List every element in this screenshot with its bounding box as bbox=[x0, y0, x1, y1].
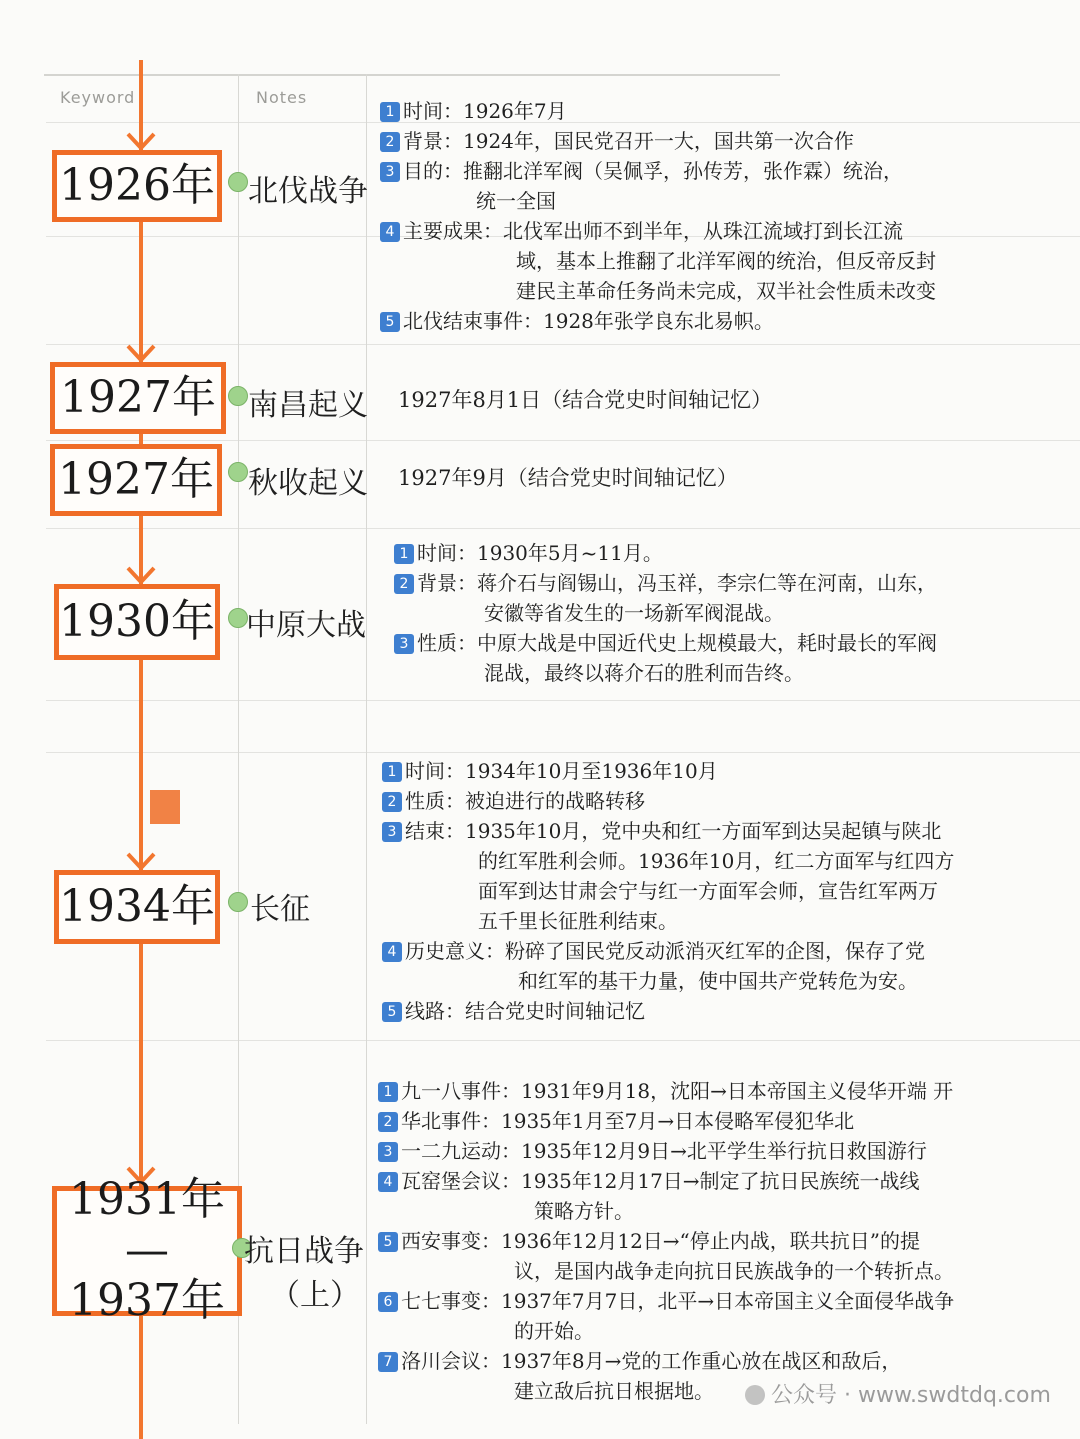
note-text: 背景：蒋介石与阎锡山，冯玉祥，李宗仁等在河南，山东， bbox=[417, 571, 937, 595]
note-item bbox=[382, 786, 954, 816]
note-continuation: 的开始。 bbox=[514, 1319, 594, 1343]
note-continuation: 面军到达甘肃会宁与红一方面军会师，宣告红军两万 bbox=[478, 879, 938, 903]
note-text: 瓦窑堡会议：1935年12月17日→制定了抗日民族统一战线 bbox=[401, 1169, 920, 1193]
year-box-1926: 1926年 bbox=[52, 150, 222, 222]
ruled-line bbox=[46, 528, 1080, 529]
column-header-notes: Notes bbox=[256, 88, 308, 107]
note-text: 七七事变：1937年7月7日，北平→日本帝国主义全面侵华战争 bbox=[401, 1289, 955, 1313]
number-badge-icon: 4 bbox=[378, 1172, 398, 1192]
notes-column-divider bbox=[366, 74, 367, 1424]
number-badge-icon: 1 bbox=[378, 1082, 398, 1102]
note-item bbox=[382, 996, 954, 1026]
notes-1934 bbox=[382, 756, 954, 1026]
note-item bbox=[394, 568, 937, 628]
note-item bbox=[380, 96, 936, 126]
note-item bbox=[378, 1106, 954, 1136]
note-continuation: 统一全国 bbox=[476, 189, 556, 213]
keyword-central-plains-war: 中原大战 bbox=[246, 608, 366, 643]
year-box-1934: 1934年 bbox=[54, 870, 220, 944]
note-text: 华北事件：1935年1月至7月→日本侵略军侵犯华北 bbox=[401, 1109, 855, 1133]
watermark bbox=[745, 1378, 1051, 1409]
note-item bbox=[380, 126, 936, 156]
note-item bbox=[382, 936, 954, 996]
bullet-dot-icon bbox=[228, 172, 248, 192]
note-item bbox=[378, 1286, 954, 1346]
number-badge-icon: 4 bbox=[380, 222, 400, 242]
number-badge-icon: 3 bbox=[380, 162, 400, 182]
note-continuation: 建民主革命任务尚未完成，双半社会性质未改变 bbox=[516, 279, 936, 303]
column-header-keyword: Keyword bbox=[60, 88, 136, 107]
note-continuation: 策略方针。 bbox=[534, 1199, 634, 1223]
note-continuation: 安徽等省发生的一场新军阀混战。 bbox=[484, 601, 784, 625]
note-continuation: 的红军胜利会师。1936年10月，红二方面军与红四方 bbox=[478, 849, 955, 873]
note-item bbox=[394, 628, 937, 688]
number-badge-icon: 2 bbox=[394, 574, 414, 594]
ruled-line bbox=[46, 440, 1080, 441]
number-badge-icon: 1 bbox=[380, 102, 400, 122]
note-text: 北伐结束事件：1928年张学良东北易帜。 bbox=[403, 309, 774, 333]
note-continuation: 五千里长征胜利结束。 bbox=[478, 909, 678, 933]
note-item bbox=[380, 156, 936, 216]
note-text: 西安事变：1936年12月12日→“停止内战，联共抗日”的提 bbox=[401, 1229, 921, 1253]
number-badge-icon: 3 bbox=[394, 634, 414, 654]
notes-1926 bbox=[380, 96, 936, 336]
note-continuation: 混战，最终以蒋介石的胜利而告终。 bbox=[484, 661, 804, 685]
year-range-start: 1931年— bbox=[69, 1174, 225, 1276]
note-text: 背景：1924年，国民党召开一大，国共第一次合作 bbox=[403, 129, 854, 153]
note-text: 九一八事件：1931年9月18，沈阳→日本帝国主义侵华开端 开 bbox=[401, 1079, 954, 1103]
number-badge-icon: 1 bbox=[394, 544, 414, 564]
watermark-text: 公众号 · www.swdtdq.com bbox=[771, 1383, 1051, 1408]
keyword-autumn-harvest-uprising: 秋收起义 bbox=[248, 466, 368, 501]
note-item bbox=[378, 1136, 954, 1166]
note-item bbox=[380, 306, 936, 336]
note-continuation: 和红军的基干力量，使中国共产党转危为安。 bbox=[518, 969, 918, 993]
arrow-down-icon bbox=[126, 852, 156, 870]
note-text: 性质：被迫进行的战略转移 bbox=[405, 789, 645, 813]
year-box-1930: 1930年 bbox=[54, 584, 220, 660]
note-item bbox=[394, 538, 937, 568]
arrow-down-icon bbox=[126, 566, 156, 584]
year-box-1927-nanchang: 1927年 bbox=[50, 362, 226, 434]
bullet-dot-icon bbox=[228, 608, 248, 628]
note-nanchang: 1927年8月1日（结合党史时间轴记忆） bbox=[398, 388, 773, 412]
note-item bbox=[378, 1076, 954, 1106]
keyword-long-march: 长征 bbox=[250, 892, 310, 927]
note-text: 时间：1930年5月~11月。 bbox=[417, 541, 663, 565]
note-text: 时间：1934年10月至1936年10月 bbox=[405, 759, 718, 783]
note-item bbox=[378, 1166, 954, 1226]
note-text: 一二九运动：1935年12月9日→北平学生举行抗日救国游行 bbox=[401, 1139, 927, 1163]
arrow-down-icon bbox=[126, 132, 156, 150]
number-badge-icon: 7 bbox=[378, 1352, 398, 1372]
notes-1931-1937 bbox=[378, 1076, 954, 1406]
number-badge-icon: 5 bbox=[378, 1232, 398, 1252]
bullet-dot-icon bbox=[228, 892, 248, 912]
keyword-war-of-resistance: 抗日战争 bbox=[244, 1234, 364, 1269]
year-box-1927-autumn: 1927年 bbox=[50, 444, 222, 516]
year-box-1931-1937 bbox=[52, 1174, 242, 1327]
note-item bbox=[380, 216, 936, 306]
header-rule bbox=[44, 74, 780, 76]
keyword-nanchang-uprising: 南昌起义 bbox=[248, 388, 368, 423]
ruled-line bbox=[46, 344, 1080, 345]
note-text: 结束：1935年10月，党中央和红一方面军到达吴起镇与陕北 bbox=[405, 819, 942, 843]
number-badge-icon: 5 bbox=[382, 1002, 402, 1022]
arrow-down-icon bbox=[126, 344, 156, 362]
ruled-line bbox=[46, 700, 1080, 701]
number-badge-icon: 1 bbox=[382, 762, 402, 782]
number-badge-icon: 5 bbox=[380, 312, 400, 332]
note-continuation: 议，是国内战争走向抗日民族战争的一个转折点。 bbox=[514, 1259, 954, 1283]
notes-1930 bbox=[394, 538, 937, 688]
note-text: 性质：中原大战是中国近代史上规模最大，耗时最长的军阀 bbox=[417, 631, 937, 655]
note-item bbox=[382, 756, 954, 786]
year-range-end: 1937年 bbox=[69, 1275, 225, 1327]
note-text: 主要成果：北伐军出师不到半年，从珠江流域打到长江流 bbox=[403, 219, 903, 243]
note-text: 时间：1926年7月 bbox=[403, 99, 567, 123]
note-text: 目的：推翻北洋军阀（吴佩孚，孙传芳，张作霖）统治， bbox=[403, 159, 903, 183]
wechat-icon bbox=[745, 1385, 765, 1405]
number-badge-icon: 2 bbox=[382, 792, 402, 812]
number-badge-icon: 2 bbox=[380, 132, 400, 152]
bullet-dot-icon bbox=[228, 462, 248, 482]
note-continuation: 建立敌后抗日根据地。 bbox=[514, 1379, 714, 1403]
keyword-northern-expedition: 北伐战争 bbox=[248, 174, 368, 209]
note-item bbox=[382, 816, 954, 936]
decorative-marker bbox=[150, 790, 180, 824]
ruled-line bbox=[46, 752, 1080, 753]
number-badge-icon: 6 bbox=[378, 1292, 398, 1312]
note-autumn-harvest: 1927年9月（结合党史时间轴记忆） bbox=[398, 466, 738, 490]
note-continuation: 域，基本上推翻了北洋军阀的统治，但反帝反封 bbox=[516, 249, 936, 273]
bullet-dot-icon bbox=[228, 386, 248, 406]
number-badge-icon: 3 bbox=[378, 1142, 398, 1162]
ruled-line bbox=[46, 1040, 1080, 1041]
note-text: 线路：结合党史时间轴记忆 bbox=[405, 999, 645, 1023]
note-text: 洛川会议：1937年8月→党的工作重心放在战区和敌后， bbox=[401, 1349, 902, 1373]
number-badge-icon: 3 bbox=[382, 822, 402, 842]
number-badge-icon: 4 bbox=[382, 942, 402, 962]
keyword-part-one: （上） bbox=[270, 1278, 360, 1313]
number-badge-icon: 2 bbox=[378, 1112, 398, 1132]
note-item bbox=[378, 1226, 954, 1286]
note-text: 历史意义：粉碎了国民党反动派消灭红军的企图，保存了党 bbox=[405, 939, 925, 963]
